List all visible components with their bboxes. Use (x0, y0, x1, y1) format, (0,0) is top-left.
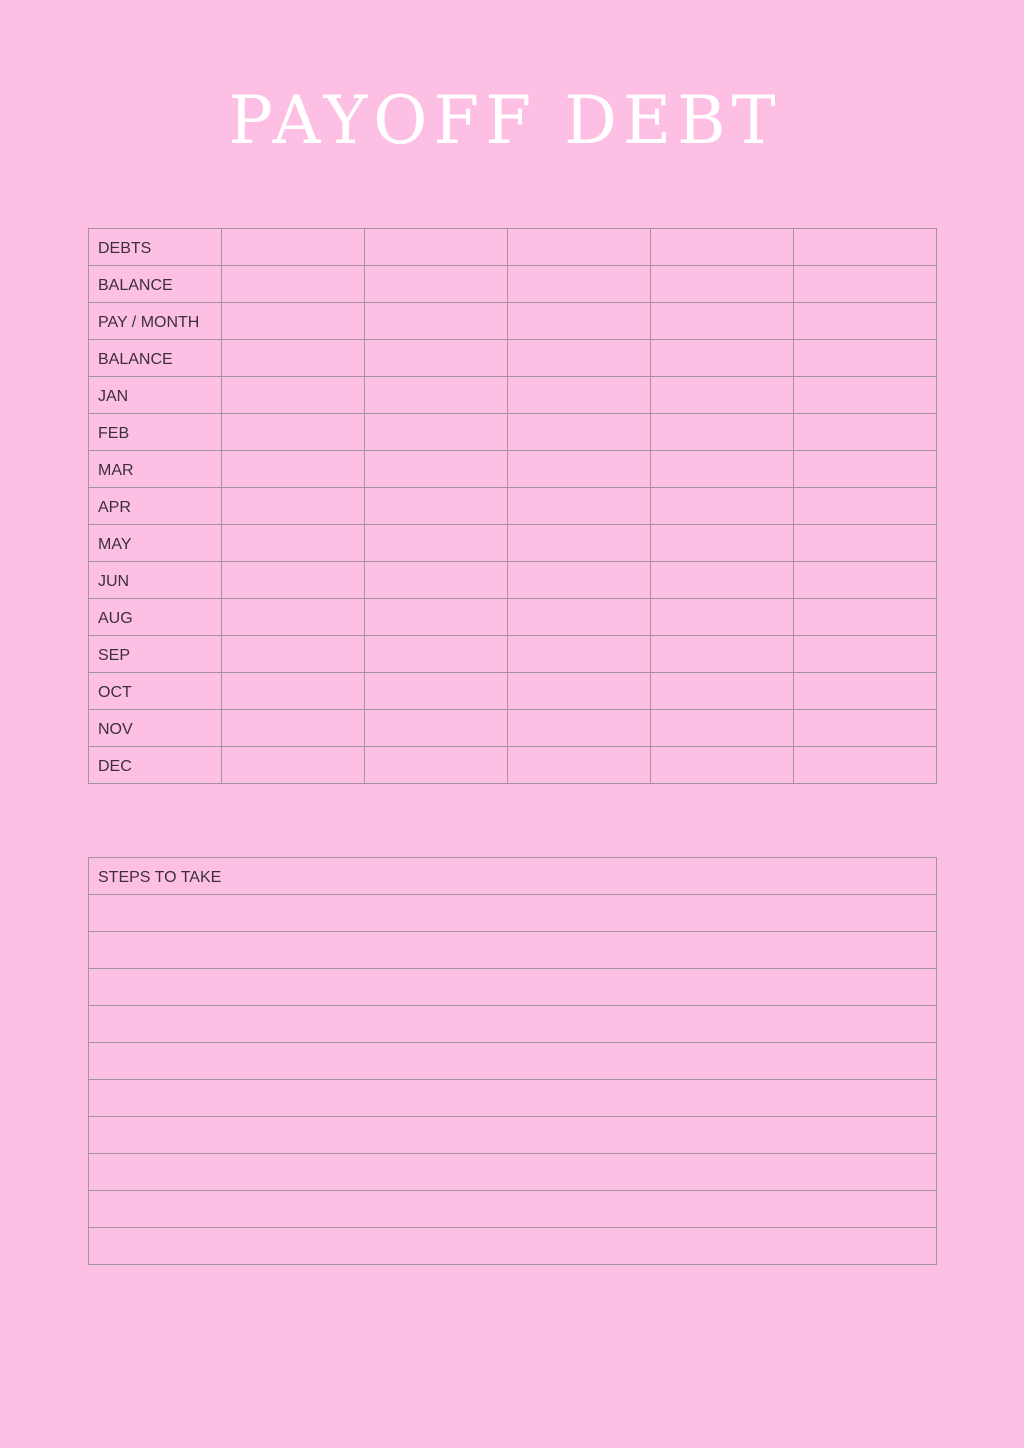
steps-row (89, 1117, 937, 1154)
debt-entry-cell[interactable] (651, 229, 794, 266)
debt-row-label: SEP (89, 636, 222, 673)
debt-entry-cell[interactable] (651, 377, 794, 414)
debt-entry-cell[interactable] (794, 636, 937, 673)
steps-header-row (89, 858, 937, 895)
debt-row-label: MAR (89, 451, 222, 488)
debt-entry-cell[interactable] (508, 747, 651, 784)
debt-entry-cell[interactable] (794, 488, 937, 525)
debt-entry-cell[interactable] (508, 377, 651, 414)
debt-entry-cell[interactable] (222, 747, 365, 784)
debt-entry-cell[interactable] (508, 488, 651, 525)
debt-entry-cell[interactable] (651, 414, 794, 451)
debt-row (89, 710, 937, 747)
debt-row-label: OCT (89, 673, 222, 710)
steps-row (89, 895, 937, 932)
debt-entry-cell[interactable] (365, 562, 508, 599)
debt-entry-cell[interactable] (794, 303, 937, 340)
steps-row (89, 932, 937, 969)
debt-row (89, 377, 937, 414)
debt-entry-cell[interactable] (794, 451, 937, 488)
debt-entry-cell[interactable] (651, 525, 794, 562)
steps-row (89, 1043, 937, 1080)
debt-entry-cell[interactable] (794, 710, 937, 747)
steps-header-label: STEPS TO TAKE (89, 858, 937, 895)
steps-cell[interactable] (89, 895, 937, 932)
debt-entry-cell[interactable] (651, 488, 794, 525)
debt-row (89, 488, 937, 525)
debt-entry-cell[interactable] (651, 636, 794, 673)
debt-entry-cell[interactable] (794, 377, 937, 414)
debt-entry-cell[interactable] (222, 451, 365, 488)
debt-entry-cell[interactable] (651, 266, 794, 303)
debt-entry-cell[interactable] (365, 488, 508, 525)
debt-entry-cell[interactable] (508, 303, 651, 340)
steps-cell[interactable] (89, 1117, 937, 1154)
debt-row-label: JUN (89, 562, 222, 599)
debt-entry-cell[interactable] (365, 747, 508, 784)
debt-entry-cell[interactable] (508, 673, 651, 710)
debt-entry-cell[interactable] (365, 377, 508, 414)
debt-entry-cell[interactable] (222, 562, 365, 599)
debt-entry-cell[interactable] (508, 340, 651, 377)
steps-cell[interactable] (89, 1006, 937, 1043)
page-title: PAYOFF DEBT (228, 82, 782, 159)
debt-entry-cell[interactable] (365, 710, 508, 747)
debt-entry-cell[interactable] (651, 340, 794, 377)
debt-row-label: BALANCE (89, 340, 222, 377)
debt-entry-cell[interactable] (222, 303, 365, 340)
debt-entry-cell[interactable] (365, 229, 508, 266)
debt-entry-cell[interactable] (651, 562, 794, 599)
debt-row (89, 525, 937, 562)
debt-entry-cell[interactable] (508, 266, 651, 303)
steps-cell[interactable] (89, 969, 937, 1006)
debt-entry-cell[interactable] (651, 599, 794, 636)
debt-entry-cell[interactable] (508, 599, 651, 636)
steps-cell[interactable] (89, 1154, 937, 1191)
debt-entry-cell[interactable] (651, 747, 794, 784)
debt-entry-cell[interactable] (794, 229, 937, 266)
debt-entry-cell[interactable] (794, 414, 937, 451)
steps-cell[interactable] (89, 1228, 937, 1265)
steps-cell[interactable] (89, 1080, 937, 1117)
debt-row (89, 562, 937, 599)
steps-table (88, 857, 937, 1265)
debt-entry-cell[interactable] (794, 673, 937, 710)
debt-entry-cell[interactable] (365, 451, 508, 488)
steps-cell[interactable] (89, 1191, 937, 1228)
debt-row (89, 747, 937, 784)
debt-entry-cell[interactable] (365, 599, 508, 636)
debt-entry-cell[interactable] (222, 229, 365, 266)
debt-entry-cell[interactable] (222, 599, 365, 636)
debt-entry-cell[interactable] (508, 525, 651, 562)
debt-entry-cell[interactable] (508, 451, 651, 488)
debt-entry-cell[interactable] (365, 525, 508, 562)
debt-entry-cell[interactable] (651, 303, 794, 340)
debt-row-label: JAN (89, 377, 222, 414)
debt-row-label: DEBTS (89, 229, 222, 266)
debt-row-label: BALANCE (89, 266, 222, 303)
debt-row (89, 599, 937, 636)
debt-row (89, 414, 937, 451)
debt-row-label: NOV (89, 710, 222, 747)
steps-row (89, 1080, 937, 1117)
debt-entry-cell[interactable] (651, 673, 794, 710)
debt-entry-cell[interactable] (508, 562, 651, 599)
debt-entry-cell[interactable] (365, 266, 508, 303)
steps-row (89, 1191, 937, 1228)
debt-row (89, 303, 937, 340)
debt-entry-cell[interactable] (794, 562, 937, 599)
debt-entry-cell[interactable] (794, 599, 937, 636)
debt-entry-cell[interactable] (794, 747, 937, 784)
debt-entry-cell[interactable] (222, 525, 365, 562)
steps-row (89, 1006, 937, 1043)
debt-row-label: MAY (89, 525, 222, 562)
debt-entry-cell[interactable] (794, 525, 937, 562)
debt-row (89, 636, 937, 673)
debt-entry-cell[interactable] (222, 673, 365, 710)
steps-cell[interactable] (89, 1043, 937, 1080)
debt-row (89, 340, 937, 377)
debt-entry-cell[interactable] (365, 673, 508, 710)
debt-row (89, 451, 937, 488)
steps-row (89, 1154, 937, 1191)
debt-entry-cell[interactable] (222, 636, 365, 673)
debt-entry-cell[interactable] (222, 710, 365, 747)
debt-entry-cell[interactable] (508, 414, 651, 451)
debt-entry-cell[interactable] (222, 377, 365, 414)
steps-row (89, 1228, 937, 1265)
debt-entry-cell[interactable] (222, 488, 365, 525)
debt-entry-cell[interactable] (222, 414, 365, 451)
debt-row-label: AUG (89, 599, 222, 636)
debt-entry-cell[interactable] (508, 636, 651, 673)
debt-entry-cell[interactable] (794, 340, 937, 377)
debt-row-label: DEC (89, 747, 222, 784)
debt-entry-cell[interactable] (508, 229, 651, 266)
debt-row (89, 673, 937, 710)
debt-entry-cell[interactable] (365, 636, 508, 673)
debt-row-label: APR (89, 488, 222, 525)
steps-cell[interactable] (89, 932, 937, 969)
debt-entry-cell[interactable] (651, 710, 794, 747)
debt-entry-cell[interactable] (222, 266, 365, 303)
debt-entry-cell[interactable] (365, 414, 508, 451)
debt-row-label: PAY / MONTH (89, 303, 222, 340)
debt-entry-cell[interactable] (651, 451, 794, 488)
debt-row (89, 229, 937, 266)
steps-row (89, 969, 937, 1006)
debt-row-label: FEB (89, 414, 222, 451)
debt-entry-cell[interactable] (365, 340, 508, 377)
debt-entry-cell[interactable] (794, 266, 937, 303)
debt-table (88, 228, 937, 784)
debt-row (89, 266, 937, 303)
debt-entry-cell[interactable] (365, 303, 508, 340)
debt-entry-cell[interactable] (222, 340, 365, 377)
debt-entry-cell[interactable] (508, 710, 651, 747)
